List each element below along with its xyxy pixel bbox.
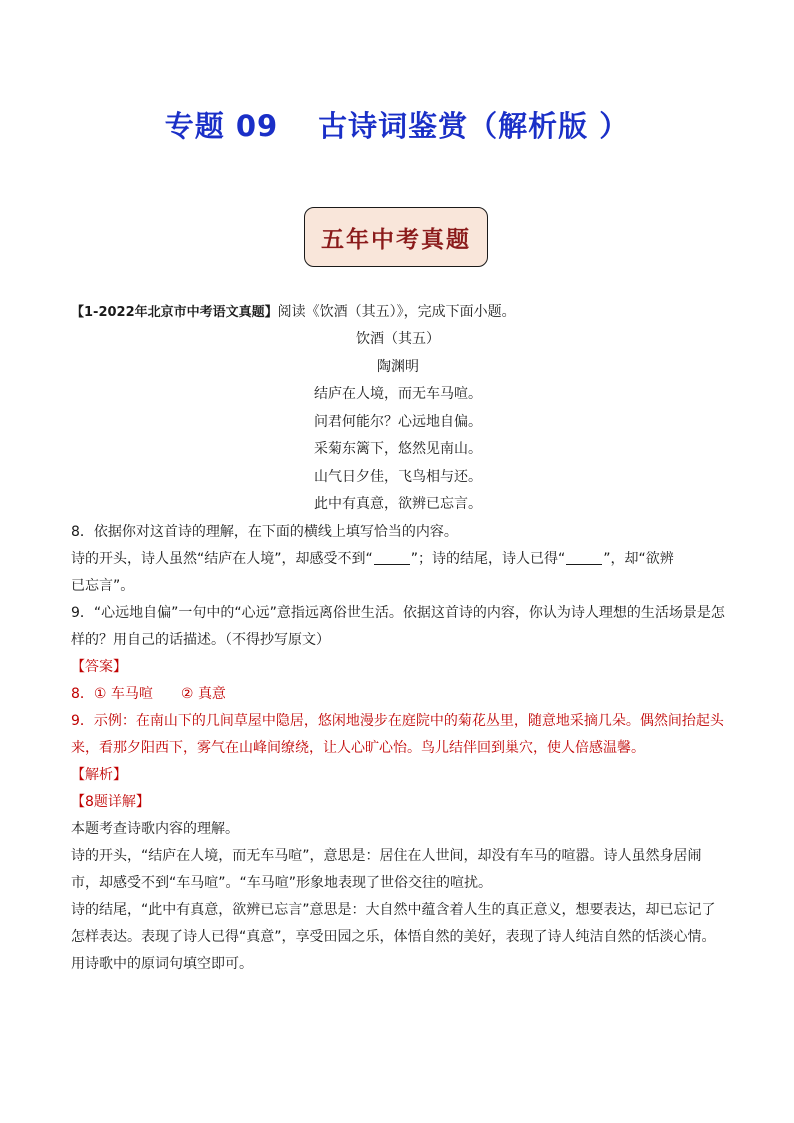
answer-8-item-2: 真意	[197, 685, 226, 702]
poem-title: 饮酒（其五）	[356, 331, 440, 347]
analysis-label: 【解析】	[71, 766, 127, 783]
answer-8-item-1: 车马喧	[110, 685, 153, 702]
answer-8	[71, 681, 725, 708]
title-topic-number: 专题 09	[164, 109, 279, 143]
poem-line: 结庐在人境，而无车马喧。	[314, 386, 482, 402]
question-content	[71, 299, 725, 978]
poem-author: 陶渊明	[377, 358, 419, 375]
section-label-box	[304, 207, 488, 267]
answer-label: 【答案】	[71, 658, 127, 675]
analysis-paragraph: 本题考查诗歌内容的理解。	[71, 820, 239, 837]
section-label: 五年中考真题	[321, 225, 471, 253]
analysis-paragraph: 诗的结尾，“此中有真意，欲辨已忘言”意思是：大自然中蕴含着人生的真正意义，想要表达，却已忘记了怎样表达。表现了诗人已得“真意”，享受田园之乐，体悟自然的美好，表现了诗人纯洁自然的恬淡心情。	[71, 901, 716, 945]
poem	[71, 326, 725, 519]
analysis-sub-label: 【8题详解】	[71, 793, 150, 810]
question-8-fill-line	[71, 546, 725, 573]
question-intro: 阅读《饮酒（其五）》，完成下面小题。	[277, 304, 516, 320]
answer-8-prefix: 8．①	[71, 685, 107, 702]
question-header	[71, 299, 725, 326]
answer-blank[interactable]	[374, 550, 410, 565]
fill-text: ”，却“欲辨	[603, 550, 674, 567]
poem-line: 采菊东篱下，悠然见南山。	[314, 441, 482, 457]
page-title	[0, 104, 794, 145]
answer-9: 9．示例：在南山下的几间草屋中隐居，悠闲地漫步在庭院中的菊花丛里，随意地采摘几朵。偶然间抬起头来，看那夕阳西下，雾气在山峰间缭绕，让人心旷心怡。鸟儿结伴回到巢穴，使人倍感温馨。	[71, 712, 724, 756]
question-8-fill-tail: 已忘言”。	[71, 577, 135, 594]
fill-text: 诗的开头，诗人虽然“结庐在人境”，却感受不到“	[71, 550, 373, 567]
poem-line: 山气日夕佳，飞鸟相与还。	[314, 468, 482, 485]
fill-text: ”；诗的结尾，诗人已得“	[410, 550, 566, 567]
question-source: 【1-2022年北京市中考语文真题】	[71, 305, 278, 320]
analysis-paragraph: 用诗歌中的原词句填空即可。	[71, 955, 253, 972]
question-9-prompt: 9．“心远地自偏”一句中的“心远”意指远离俗世生活。依据这首诗的内容，你认为诗人理想的生活场景是怎样的？用自己的话描述。（不得抄写原文）	[71, 604, 725, 648]
poem-line: 此中有真意，欲辨已忘言。	[314, 496, 482, 512]
analysis-paragraph: 诗的开头，“结庐在人境，而无车马喧”，意思是：居住在人世间，却没有车马的喧嚣。诗人虽然身居闹市，却感受不到“车马喧”。“车马喧”形象地表现了世俗交往的喧扰。	[71, 847, 702, 891]
answer-blank[interactable]	[566, 550, 602, 565]
question-8-prompt: 8．依据你对这首诗的理解，在下面的横线上填写恰当的内容。	[71, 523, 458, 540]
title-topic-name: 古诗词鉴赏（解析版 ）	[318, 109, 630, 143]
poem-line: 问君何能尔？心远地自偏。	[314, 413, 482, 430]
answer-8-marker-2: ②	[180, 685, 194, 702]
